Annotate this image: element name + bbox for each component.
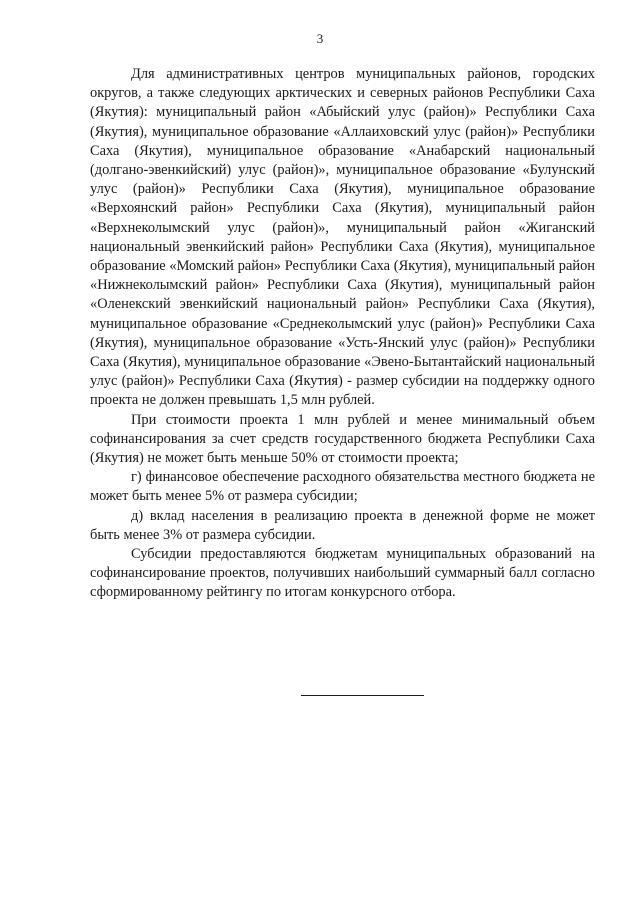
- end-of-text-rule: [301, 695, 424, 696]
- paragraph-item-d-population-contribution: д) вклад населения в реализацию проекта в денежной форме не может быть менее 3% от размера субсидии.: [90, 507, 595, 543]
- page-number: 3: [316, 31, 324, 46]
- paragraph-item-g-local-budget: г) финансовое обеспечение расходного обязательства местного бюджета не может быть менее 5% от размера субсидии;: [90, 469, 595, 505]
- paragraph-subsidies-provision: Субсидии предоставляются бюджетам муниципальных образований на софинансирование проектов, получивших наибольший суммарный балл согласно сформированному рейтингу по итогам конкурсного отбора.: [90, 546, 595, 601]
- document-body: [90, 65, 595, 603]
- paragraph-subsidy-limit-arctic-districts: Для административных центров муниципальных районов, городских округов, а также следующих арктических и северных районов Республики Саха (Якутия): муниципальный район «Абыйский улус (район)» Республики Саха (Якутия), муниципальное образование «Аллаиховский улус (район)» Республики Саха (Якутия), муниципальное образование «Анабарский национальный (долгано-эвенкийский) улус (район)», муниципальное образование «Булунский улус (район)» Республики Саха (Якутия), муниципальное образование «Верхоянский район» Республики Саха (Якутия), муниципальный район «Верхнеколымский улус (район)», муниципальный район «Жиганский национальный эвенкийский район» Республики Саха (Якутия), муниципальное образование «Момский район» Республики Саха (Якутия), муниципальный район «Нижнеколымский район» Республики Саха (Якутия), муниципальный район «Оленекский эвенкийский национальный район» Республики Саха (Якутия), муниципальное образование «Среднеколымский улус (район)» Республики Саха (Якутия), муниципальное образование «Усть-Янский улус (район)» Республики Саха (Якутия), муниципальное образование «Эвено-Бытантайский национальный улус (район)» Республики Саха (Якутия) - размер субсидии на поддержку одного проекта не должен превышать 1,5 млн рублей.: [90, 66, 595, 409]
- paragraph-cofinancing-minimum: При стоимости проекта 1 млн рублей и менее минимальный объем софинансирования за счет средств государственного бюджета Республики Саха (Якутия) не может быть меньше 50% от стоимости проекта;: [90, 411, 595, 467]
